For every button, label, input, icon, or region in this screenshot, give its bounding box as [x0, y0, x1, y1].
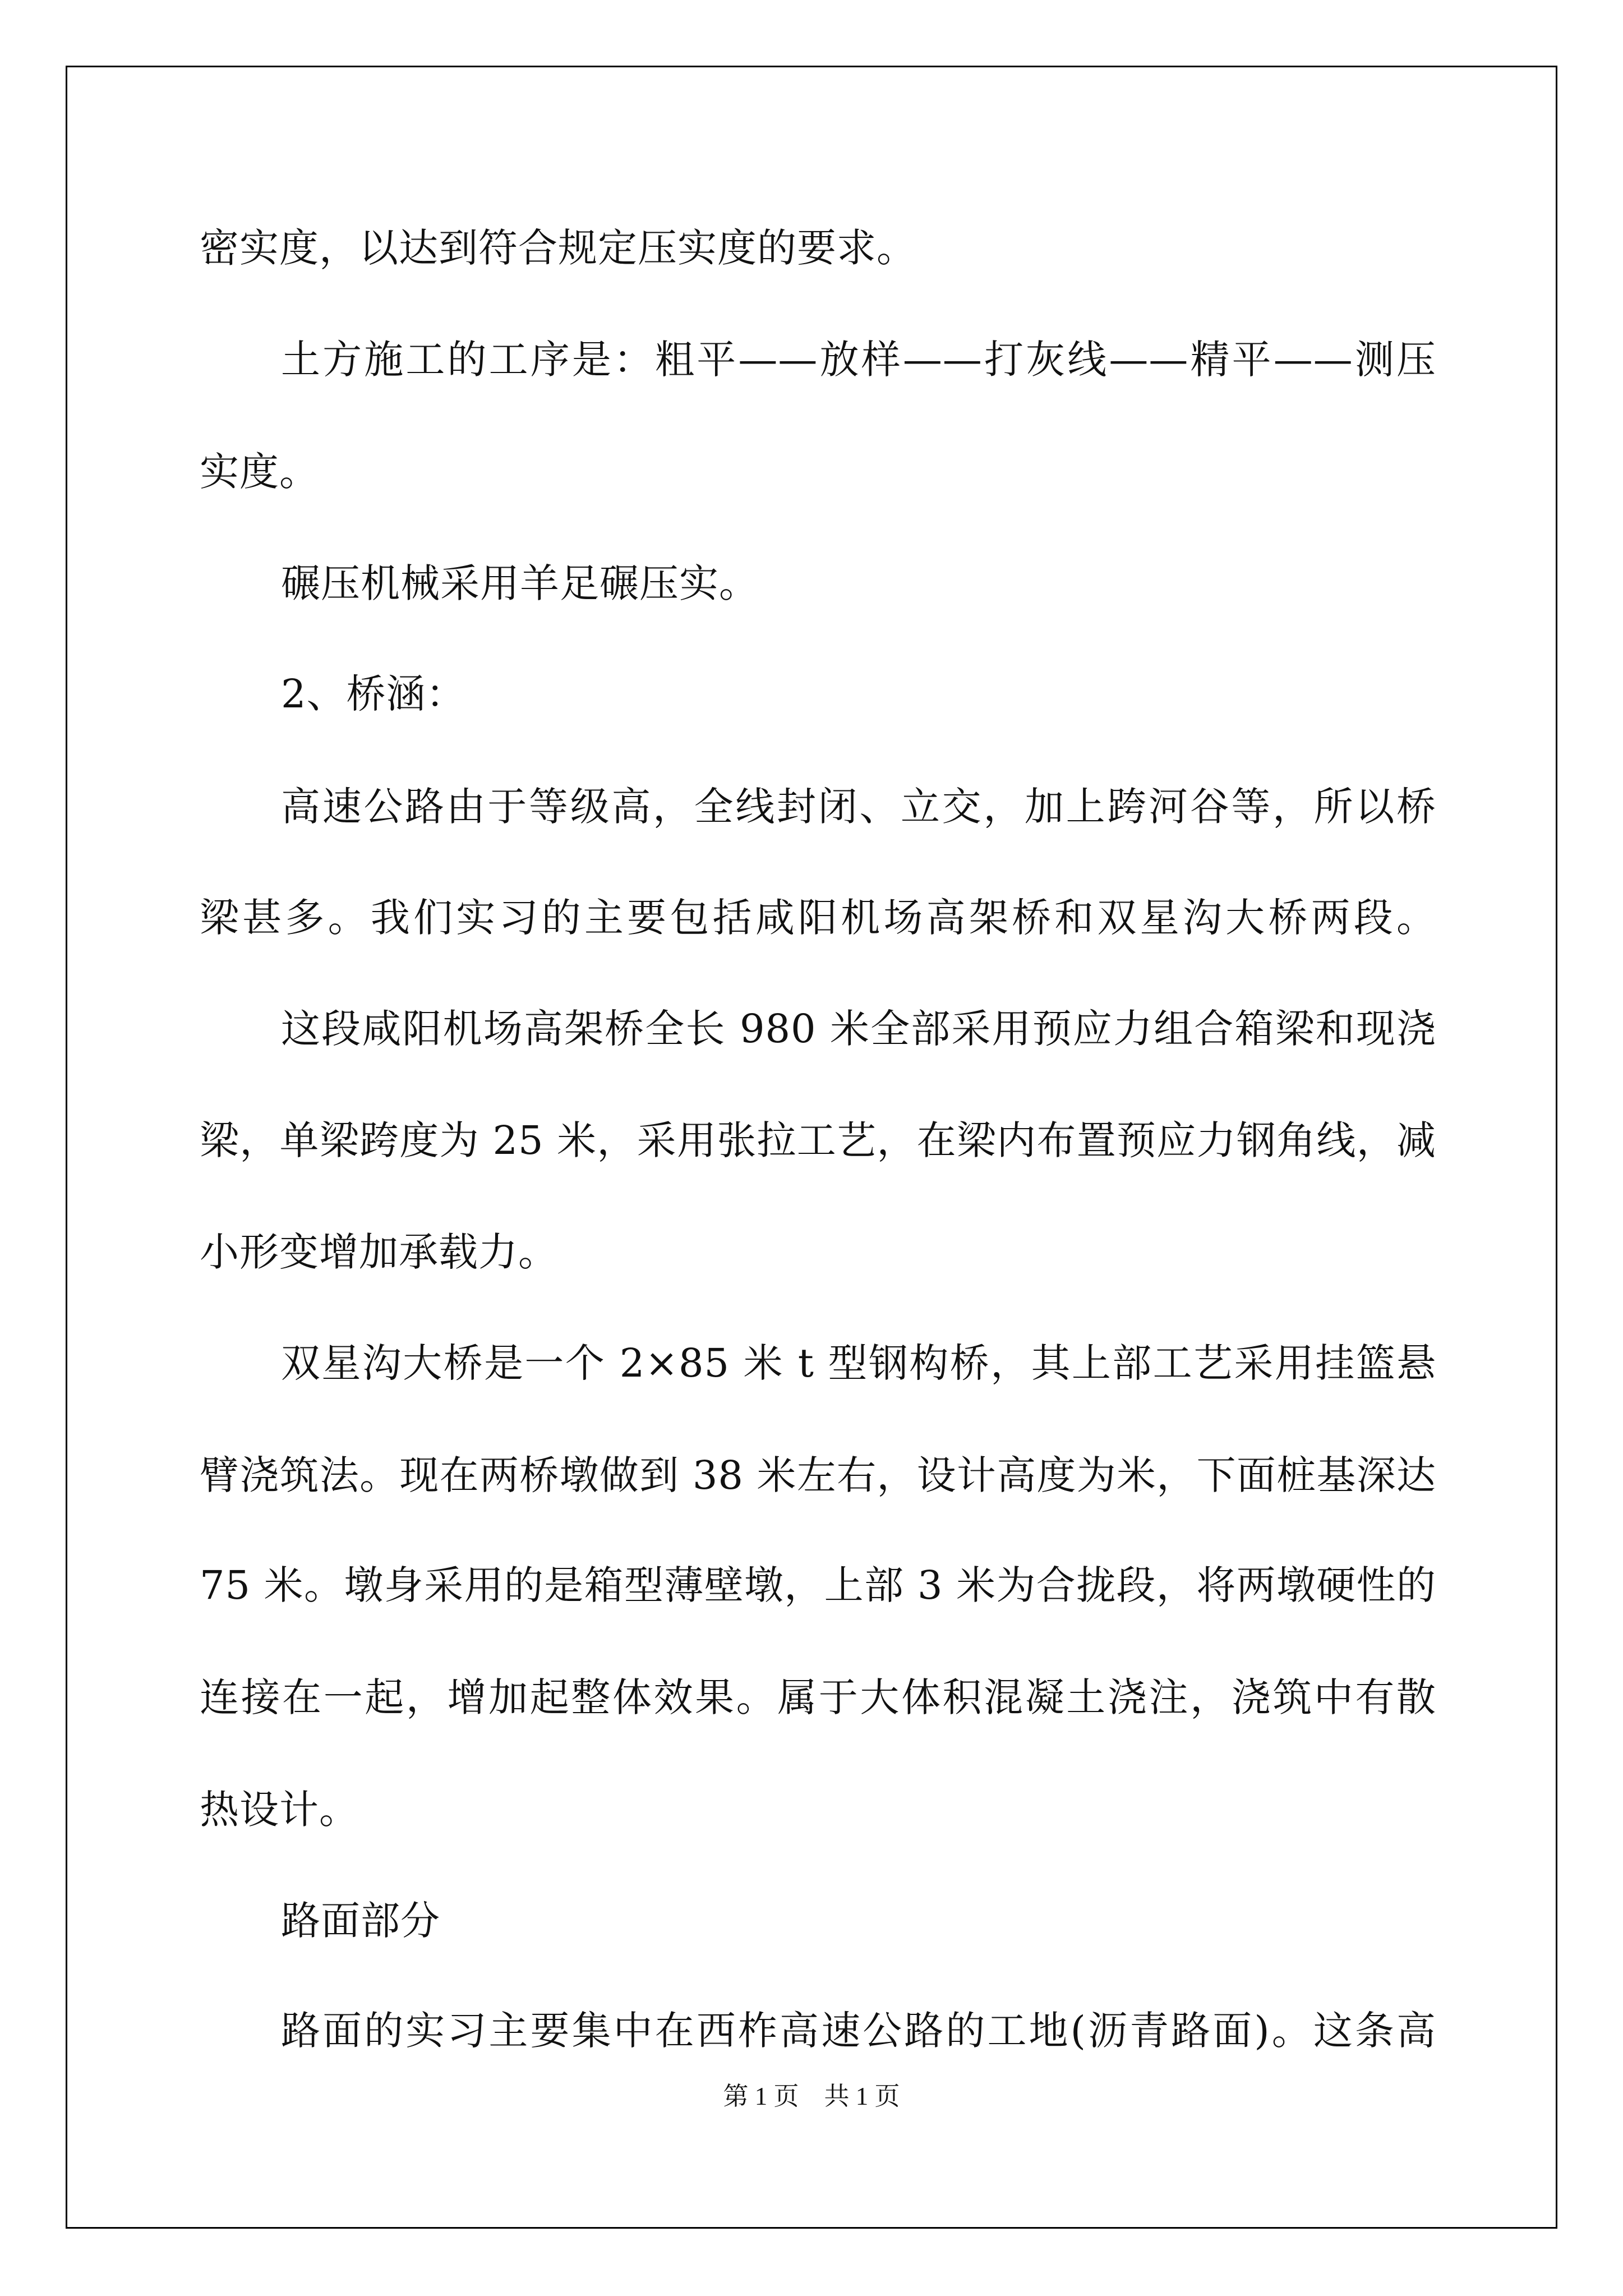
paragraph-line: 实度。	[200, 449, 319, 495]
paragraph-line: 密实度，以达到符合规定压实度的要求。	[200, 225, 916, 271]
paragraph-line: 双星沟大桥是一个 2×85 米 t 型钢构桥，其上部工艺采用挂篮悬	[281, 1340, 1436, 1386]
paragraph-line: 碾压机械采用羊足碾压实。	[281, 560, 759, 606]
paragraph-line: 臂浇筑法。现在两桥墩做到 38 米左右，设计高度为米，下面桩基深达	[200, 1452, 1436, 1498]
paragraph-line: 小形变增加承载力。	[200, 1229, 558, 1275]
paragraph-line: 75 米。墩身采用的是箱型薄壁墩，上部 3 米为合拢段，将两墩硬性的	[200, 1562, 1436, 1608]
page-footer: 第 1 页 共 1 页	[723, 2082, 900, 2110]
paragraph-line: 路面的实习主要集中在西柞高速公路的工地(沥青路面)。这条高	[281, 2008, 1436, 2054]
section-heading: 2、桥涵：	[281, 671, 466, 717]
paragraph-line: 梁甚多。我们实习的主要包括咸阳机场高架桥和双星沟大桥两段。	[200, 895, 1436, 941]
paragraph-line: 梁，单梁跨度为 25 米，采用张拉工艺，在梁内布置预应力钢角线，减	[200, 1117, 1436, 1163]
paragraph-line: 土方施工的工序是：粗平——放样——打灰线——精平——测压	[281, 337, 1436, 383]
paragraph-line: 热设计。	[200, 1787, 359, 1833]
paragraph-line: 连接在一起，增加起整体效果。属于大体积混凝土浇注，浇筑中有散	[200, 1674, 1436, 1720]
paragraph-line: 高速公路由于等级高，全线封闭、立交，加上跨河谷等，所以桥	[281, 784, 1436, 830]
paragraph-line: 这段咸阳机场高架桥全长 980 米全部采用预应力组合箱梁和现浇	[281, 1006, 1436, 1052]
section-heading: 路面部分	[281, 1898, 440, 1944]
